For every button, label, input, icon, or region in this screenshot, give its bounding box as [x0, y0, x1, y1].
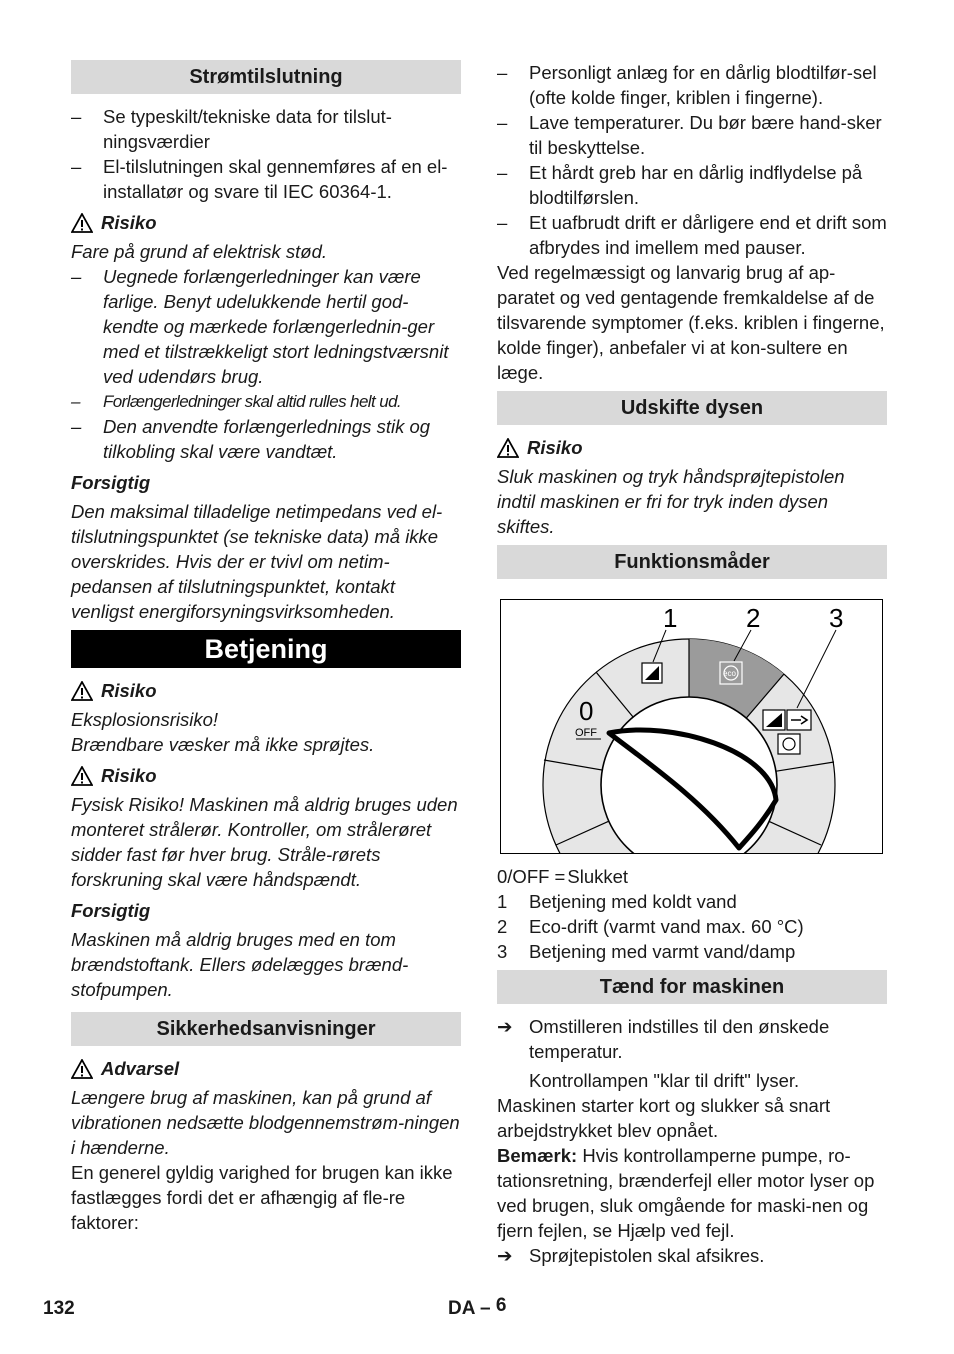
- list-item: – Et hårdt greb har en dårlig indflydelse på blodtilførslen.: [497, 160, 887, 210]
- mode-number-2: 2: [746, 603, 761, 633]
- arrow-right-icon: ➔: [497, 1016, 513, 1037]
- legend-key: 1: [497, 891, 508, 912]
- note-label: Bemærk:: [497, 1145, 578, 1166]
- warning-triangle-icon: [71, 681, 93, 701]
- warning-label: Advarsel: [101, 1058, 180, 1079]
- risk-text: Sluk maskinen og tryk håndsprøjtepistolen indtil maskinen er fri for tryk inden dysen skiftes.: [497, 466, 845, 537]
- risk-warning: [71, 763, 461, 788]
- warning: [71, 1056, 461, 1081]
- list-item: – Personligt anlæg for en dårlig blodtilfør-sel (ofte kolde finger, kriblen i fingerne).: [497, 60, 887, 110]
- hot-water-mode-icon: [763, 710, 811, 730]
- section-heading-taend: Tænd for maskinen: [497, 970, 887, 1004]
- warning-triangle-icon: [71, 213, 93, 233]
- legend-row: [497, 939, 887, 964]
- mode-dial-figure: [500, 599, 883, 854]
- warning-triangle-icon: [71, 1059, 93, 1079]
- eco-label: eco: [723, 669, 736, 678]
- mode-number-3: 3: [829, 603, 844, 633]
- list-item: – Se typeskilt/tekniske data for tilslut-ningsværdier: [71, 104, 461, 154]
- list-item: – Den anvendte forlængerlednings stik og tilkobling skal være vandtæt.: [71, 414, 461, 464]
- legend-row: [497, 889, 887, 914]
- risk-text: Brændbare væsker må ikke sprøjtes.: [71, 734, 375, 755]
- risk-text: Fysisk Risiko! Maskinen må aldrig bruges uden monteret strålerør. Kontroller, om strålerøret sidder fast før hver brug. Stråle-rørets forskruning skal være håndspændt.: [71, 794, 458, 890]
- risk-warning: [497, 435, 887, 460]
- body-text: Maskinen starter kort og slukker så snart arbejdstrykket blev opnået.: [497, 1095, 831, 1141]
- caution-text: Den maksimal tilladelige netimpedans ved el-tilslutningspunktet (se tekniske data) må ikke overskrides. Hvis der er tvivl om netim-pedansen af tilslutningspunktet, kontakt venligst energiforsyningsvirksomheden.: [71, 501, 443, 622]
- legend-text: Betjening med varmt vand/damp: [529, 941, 796, 962]
- mode-number-1: 1: [663, 603, 678, 633]
- warning-triangle-icon: [497, 438, 519, 458]
- risk-label: Risiko: [101, 765, 157, 786]
- section-heading-funktionsmader: Funktionsmåder: [497, 545, 887, 579]
- legend-text: Betjening med koldt vand: [529, 891, 737, 912]
- warning-triangle-icon: [71, 766, 93, 786]
- mode-number-0: 0: [579, 696, 594, 726]
- section-heading-stromtilslutning: Strømtilslutning: [71, 60, 461, 94]
- page-number: 132: [43, 1298, 75, 1319]
- step-text: Omstilleren indstilles til den ønskede temperatur.: [529, 1016, 830, 1062]
- legend-row: [497, 864, 887, 889]
- chapter-heading-betjening: Betjening: [71, 630, 461, 668]
- risk-warning: [71, 678, 461, 703]
- legend-key: 0/OFF =: [497, 866, 566, 887]
- arrow-right-icon: ➔: [497, 1245, 513, 1266]
- risk-label: Risiko: [527, 437, 583, 458]
- warning-text: Længere brug af maskinen, kan på grund af vibrationen nedsætte blodgennemstrøm-ningen i hænderne.: [71, 1087, 460, 1158]
- off-label: OFF: [575, 727, 597, 739]
- body-text: En generel gyldig varighed for brugen kan ikke fastlægges fordi det er afhængig af fle-re faktorer:: [71, 1162, 453, 1233]
- legend-key: 2: [497, 916, 508, 937]
- risk-text: Eksplosionsrisiko!: [71, 709, 219, 730]
- language-code: DA: [448, 1298, 475, 1319]
- note-text: Hvis kontrollamperne pumpe, ro-tationsretning, brænderfejl eller motor lyser op ved brugen, sluk omgående for maski-nen og fjern fejlen, se Hjælp ved fejl.: [497, 1145, 875, 1241]
- legend-row: [497, 914, 887, 939]
- risk-warning: [71, 210, 461, 235]
- caution-text: Maskinen må aldrig bruges med en tom brændstoftank. Ellers ødelægges brænd-stofpumpen.: [71, 929, 409, 1000]
- section-heading-sikkerhed: Sikkerhedsanvisninger: [71, 1012, 461, 1046]
- body-text: Ved regelmæssigt og lanvarig brug af ap-paratet og ved gentagende fremkaldelse af de tilsvarende symptomer (f.eks. kriblen i fingerne, kolde finger), anbefaler vi at kon-sultere en læge.: [497, 262, 885, 383]
- instruction-step: [497, 1243, 887, 1268]
- instruction-step: [497, 1014, 887, 1064]
- risk-label: Risiko: [101, 680, 157, 701]
- steam-mode-icon: [778, 734, 800, 754]
- left-column: [71, 60, 461, 1235]
- list-item: – Lave temperaturer. Du bør bære hand-sker til beskyttelse.: [497, 110, 887, 160]
- section-page-number: 6: [495, 1295, 507, 1316]
- cold-water-mode-icon: [642, 663, 662, 683]
- language-page-label: [448, 1295, 507, 1320]
- legend-text: Slukket: [567, 866, 629, 887]
- list-item: – El-tilslutningen skal gennemføres af en el-installatør og svare til IEC 60364-1.: [71, 154, 461, 204]
- legend-key: 3: [497, 941, 508, 962]
- legend-text: Eco-drift (varmt vand max. 60 °C): [529, 916, 804, 937]
- section-heading-udskifte-dysen: Udskifte dysen: [497, 391, 887, 425]
- separator: –: [480, 1298, 491, 1319]
- risk-label: Risiko: [101, 212, 157, 233]
- risk-text: Fare på grund af elektrisk stød.: [71, 241, 328, 262]
- note-paragraph: [497, 1143, 887, 1243]
- mode-dial-illustration: [501, 600, 882, 853]
- right-column: [497, 60, 887, 1268]
- step-note: Kontrollampen "klar til drift" lyser.: [529, 1070, 800, 1091]
- caution-label: Forsigtig: [71, 900, 151, 921]
- step-text: Sprøjtepistolen skal afsikres.: [529, 1245, 765, 1266]
- list-item: – Uegnede forlængerledninger kan være farlige. Benyt udelukkende hertil god-kendte og mærkede forlængerlednin-ger med et tilstrækkeligt stort ledningstværsnit ved udendørs brug.: [71, 264, 461, 389]
- caution-label: Forsigtig: [71, 472, 151, 493]
- list-item: – Forlængerledninger skal altid rulles helt ud.: [71, 389, 461, 414]
- list-item: – Et uafbrudt drift er dårligere end et drift som afbrydes ind imellem med pauser.: [497, 210, 887, 260]
